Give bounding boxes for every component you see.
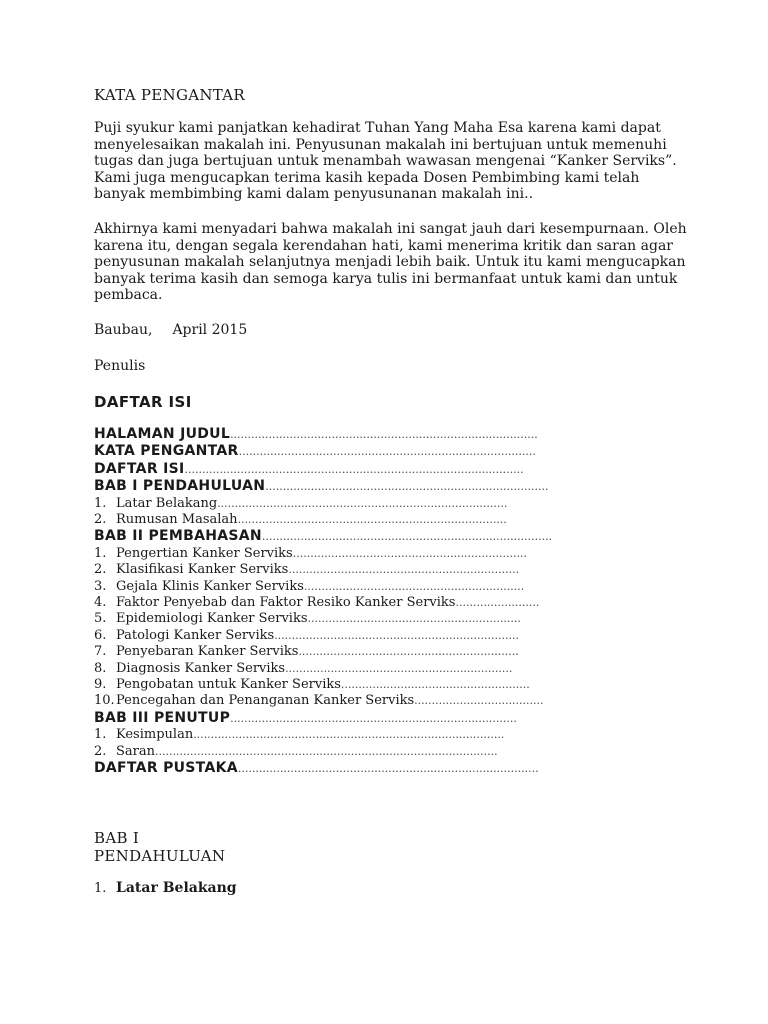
toc-entry-leader-end: . xyxy=(548,530,553,544)
document-page xyxy=(94,86,694,898)
toc-entry-leader-end: .. xyxy=(512,563,520,577)
toc-entry-leader-end: .. xyxy=(500,496,508,510)
toc-entry-leader: .................................................................................. xyxy=(261,530,549,544)
toc-entry-number: 1. xyxy=(94,495,107,511)
table-of-contents xyxy=(94,426,694,778)
toc-entry-leader-end: .. xyxy=(520,546,527,560)
toc-entry-leader: .............................................................. xyxy=(303,579,521,593)
toc-entry-leader: ............................................................................... xyxy=(265,480,542,494)
toc-entry-leader: .................................................................................... xyxy=(237,762,532,776)
toc-entry-leader-end: . xyxy=(532,445,536,459)
toc-entry-leader-end: . xyxy=(500,728,505,742)
toc-entry xyxy=(94,727,694,743)
toc-entry-number: 2. xyxy=(94,511,107,527)
kata-pengantar-paragraph-1: Puji syukur kami panjatkan kehadirat Tuhan Yang Maha Esa karena kami dapat menyelesaikan makalah ini. Penyusunan makalah ini bertujuan untuk memenuhi tugas dan juga bertujuan untuk menambah wawasan mengenai “Kanker Serviks”. Kami juga mengucapkan terima kasih kepada Dosen Pembimbing kami telah banyak membimbing kami dalam penyusunanan makalah ini.. xyxy=(94,120,677,203)
toc-entry-number: 10. xyxy=(94,693,115,709)
toc-entry-leader: ............................................................................................... xyxy=(184,462,517,476)
toc-entry xyxy=(94,478,694,495)
toc-entry-label: Rumusan Masalah xyxy=(116,511,238,527)
toc-entry-label: Latar Belakang xyxy=(116,495,218,511)
toc-entry-leader-end: .. xyxy=(541,480,549,494)
toc-entry xyxy=(94,693,694,709)
toc-entry xyxy=(94,661,694,677)
toc-entry-leader: .................................................................................... xyxy=(238,445,533,459)
toc-entry-label: DAFTAR PUSTAKA xyxy=(94,760,238,777)
toc-entry-leader: ...................................................... xyxy=(340,678,530,692)
toc-entry-number: 7. xyxy=(94,644,107,660)
toc-entry-label: Klasifikasi Kanker Serviks xyxy=(116,562,289,578)
toc-entry-label: Pengertian Kanker Serviks xyxy=(116,545,293,561)
toc-entry-number: 5. xyxy=(94,611,107,627)
toc-entry-label: Epidemiologi Kanker Serviks xyxy=(116,611,308,627)
toc-entry-leader: ................................................................. xyxy=(285,661,513,675)
toc-entry-leader: ................................................................................. xyxy=(217,496,501,510)
toc-entry-leader: ............................................................................. xyxy=(237,512,507,526)
toc-entry-leader: ............................................................ xyxy=(307,612,518,626)
toc-entry-leader-end: .. xyxy=(516,462,524,476)
toc-entry-leader-end: . xyxy=(540,694,544,708)
toc-entry-leader: ............................................................... xyxy=(298,645,519,659)
toc-entry-leader: ................................................................. xyxy=(292,546,520,560)
toc-entry-label: BAB II PEMBAHASAN xyxy=(94,528,262,545)
daftar-isi-title: DAFTAR ISI xyxy=(94,392,192,411)
toc-entry xyxy=(94,644,694,660)
toc-entry-label: Kesimpulan xyxy=(116,727,194,743)
signature-date: April 2015 xyxy=(172,321,248,338)
toc-entry-leader: ....................................................................................... xyxy=(230,427,535,441)
section-heading xyxy=(94,879,694,898)
toc-entry-leader: .................................... xyxy=(414,694,541,708)
toc-entry-label: Patologi Kanker Serviks xyxy=(116,627,275,643)
toc-entry-leader-end: . xyxy=(534,427,538,441)
toc-entry-label: Penyebaran Kanker Serviks xyxy=(116,644,299,660)
bab-title: PENDAHULUAN xyxy=(94,847,226,866)
toc-entry xyxy=(94,426,694,443)
toc-entry-label: BAB I PENDAHULUAN xyxy=(94,478,266,495)
toc-entry-number: 1. xyxy=(94,545,107,561)
toc-entry-leader: ................................................................ xyxy=(288,563,513,577)
toc-entry xyxy=(94,528,694,545)
toc-entry-number: 3. xyxy=(94,578,107,594)
toc-entry-number: 8. xyxy=(94,660,107,676)
toc-entry-label: Saran xyxy=(116,743,155,759)
toc-entry-number: 2. xyxy=(94,562,107,578)
toc-entry xyxy=(94,760,694,777)
toc-entry-leader: ........................ xyxy=(455,596,540,609)
toc-entry xyxy=(94,710,694,727)
toc-entry xyxy=(94,512,694,528)
signature-place-date xyxy=(94,322,694,339)
toc-entry xyxy=(94,677,694,693)
toc-entry xyxy=(94,461,694,478)
toc-entry-leader-end: .. xyxy=(531,762,539,776)
signature-author: Penulis xyxy=(94,357,146,374)
toc-entry-leader: .................................................................................................. xyxy=(155,744,498,758)
toc-entry-label: Diagnosis Kanker Serviks xyxy=(116,660,286,676)
toc-entry-leader: ........................................................................................ xyxy=(193,728,501,742)
toc-entry-number: 9. xyxy=(94,677,107,693)
toc-entry xyxy=(94,443,694,460)
section-number: 1. xyxy=(94,881,107,897)
toc-entry-label: DAFTAR ISI xyxy=(94,460,185,477)
toc-entry xyxy=(94,628,694,644)
toc-entry xyxy=(94,579,694,595)
toc-entry-label: BAB III PENUTUP xyxy=(94,709,231,726)
toc-entry xyxy=(94,496,694,512)
toc-entry-number: 2. xyxy=(94,743,107,759)
toc-entry xyxy=(94,595,694,611)
toc-entry-label: Faktor Penyebab dan Faktor Resiko Kanker Serviks xyxy=(116,595,456,610)
toc-entry xyxy=(94,611,694,627)
toc-entry-label: Gejala Klinis Kanker Serviks xyxy=(116,578,304,594)
kata-pengantar-paragraph-2: Akhirnya kami menyadari bahwa makalah ini sangat jauh dari kesempurnaan. Oleh karena itu, dengan segala kerendahan hati, kami menerima kritik dan saran agar penyusunan makalah selanjutnya menjadi lebih baik. Untuk itu kami mengucapkan banyak terima kasih dan semoga karya tulis ini bermanfaat untuk kami dan untuk pembaca. xyxy=(94,220,687,304)
toc-entry xyxy=(94,744,694,760)
signature-place: Baubau, xyxy=(94,321,153,338)
toc-entry xyxy=(94,562,694,578)
toc-entry-number: 6. xyxy=(94,627,107,643)
toc-entry-leader: .................................................................................. xyxy=(230,711,517,725)
bab-label: BAB I xyxy=(94,829,140,848)
toc-entry-label: Pencegahan dan Penanganan Kanker Serviks xyxy=(116,693,415,709)
toc-entry-number: 1. xyxy=(94,727,107,743)
toc-entry xyxy=(94,546,694,562)
toc-entry-label: HALAMAN JUDUL xyxy=(94,425,231,442)
toc-entry-label: Pengobatan untuk Kanker Serviks xyxy=(116,677,341,693)
section-title: Latar Belakang xyxy=(116,880,237,897)
kata-pengantar-title: KATA PENGANTAR xyxy=(94,86,246,104)
toc-entry-leader-end: . xyxy=(520,579,525,593)
toc-entry-leader: ...................................................................... xyxy=(274,628,519,642)
toc-entry-leader-end: . xyxy=(517,612,521,626)
toc-entry-label: KATA PENGANTAR xyxy=(94,443,239,460)
toc-entry-number: 4. xyxy=(94,595,107,610)
